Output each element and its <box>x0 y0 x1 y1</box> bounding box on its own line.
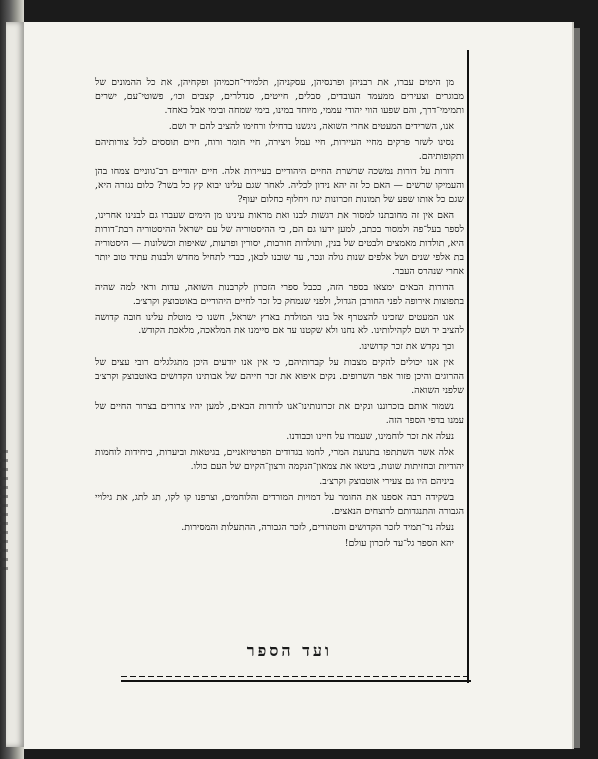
paragraph-5: האם אין זה מחובתנו למסור את רגשות לבנו ואת מראות עינינו מן הימים שעברו גם לבנינו אחרינו, לספר בעל־פה ולמסור בכתב, למען ידעו גם הם, כי ההיסטוריה של עם ישראל ההיסטוריה רבת־דורות היא, תולדות מאמצים ולבטים של בנין, ותולדות חורבות, יסורין ופרעות, שאיפות וכשלונות — היסטוריה בת אלפי שנים ושל אלפים שנות גולה ונכר, עד שובנו לכאן, כבדי לתחיל מחדש ולבנות עתיד טוב יותר אחרי שנהרס העבר. <box>95 210 464 277</box>
paragraph-12: אלה אשר השתתפו בתנועת המרי, לחמו בגדודים הפרטיזאניים, בגיטאות וביערות, ביחידות לוחמות יהודיות ובחזיתות שונות, ביטאו את צמאון־הנקמה ורצון־הקיום של העם כולו. <box>95 446 464 472</box>
paragraph-6: הדורות הבאים ימצאו בספר הזה, ככבל ספרי הזכרון לקרבנות השואה, עדות וראי למה שהיה בתפוצות אירופה לפני החורבן הגדול, ולפני שנמחק כל זכר לחיים היהודיים באוטבוצק וקרצ׳ב. <box>95 281 464 307</box>
paragraph-11: נעלה את זכר לוחמינו, שעמדו על חיינו וכבודנו. <box>286 430 454 442</box>
paragraph-9: אין אנו יכולים להקים מצבות על קברותיהם, כי אין אנו יודעים היכן מתגלגלים רובי עצים של ההרוגים והיכן פזור אפר השרופים. נקים איפוא את זכר חייהם של אבותינו הקדושים באוטבוצק וקרצ׳ב שלפני השואה. <box>95 357 464 397</box>
paragraph-14: בשקידה רבה אספנו את החומר על דמויות המורדים והלוחמים, וצרפנו קו לקו, תג לתג, את גילויי הגבורה והתנגדותם לרוצחים הנאצים. <box>95 492 464 518</box>
paragraph-10: נשמור אותם בזכרוננו ונקים את זכרונותינו־אנו לדורות הבאים, למען יהיו צרורים בצרור החיים של עמנו בדפי הספר הזה. <box>95 400 464 426</box>
paragraph-16: יהא הספר גל־עד לזכרון עולם! <box>344 538 454 550</box>
page-edge <box>572 28 580 748</box>
paragraph-2: אנו, השרידים המעטים אחרי השואה, ניגשנו בדחילו ורחימו להציב להם יד ושם. <box>168 120 454 132</box>
paragraph-4: דורות על דורות נמשכה שרשרת החיים היהודיים בעיירות אלה. חיים יהודיים רב־גווניים צמחו בהן והעמיקו שרשים — האם כל זה יהא נידון לכליה. לאחר שגם עלינו יבוא קץ כל בשר? כלום נגזרה היא, שגם כל אותו שפע של תמונות וזכרונות יגוז ויחלוף כחלום יעוף? <box>95 166 464 206</box>
body-text <box>95 76 464 553</box>
paragraph-1: מן הימים עברו, את רבניהן ופרנסיהן, עסקניהן, תלמידי־חכמיהן ופקחיהן, את כל ההמונים של מבוגרים וצעירים ממעמד העובדים, סבלים, חייטים, סנדלרים, קצבים וכו׳, פשוטי־עם, ישרים ותמימי־דרך, והם שפעו הווי יהודי עממי, מיוחד במינו, בימי שמחה ובימי אבל כאחד. <box>95 77 464 116</box>
paragraph-13: ביניהם היו גם צעירי אוטבוצק וקרצ׳ב. <box>319 476 454 488</box>
frame-bottom-rule <box>121 680 471 682</box>
signature: ועד הספר <box>246 641 332 660</box>
paragraph-8: וכך נקדש את זכר קדושינו. <box>358 341 454 353</box>
paragraph-3: נסינו לשזר פרקים מחיי העיירות, חיי עמל ויצירה, חיי חומר ורוח, חיים תוססים לכל צורותיהם ותקופותיהם. <box>95 136 464 162</box>
margin-marks <box>0 450 8 570</box>
previous-page-edge <box>6 22 24 747</box>
paragraph-15: נעלה נר־תמיד לזכר הקדושים והטהורים, לזכר הגבורה, ההתעלות והמסירות. <box>181 522 454 534</box>
frame-bottom-rule-dashed <box>121 676 471 677</box>
paragraph-7: אנו המעטים שזכינו להצטרף אל בוני המולדת בארץ ישראל, חשנו כי מוטלת עלינו חובה קדושה להציב יד ושם לקהילותינו. לא נחנו ולא שקטנו עד אם סיימנו את המלאכה, מלאכת הקודש. <box>95 311 464 337</box>
